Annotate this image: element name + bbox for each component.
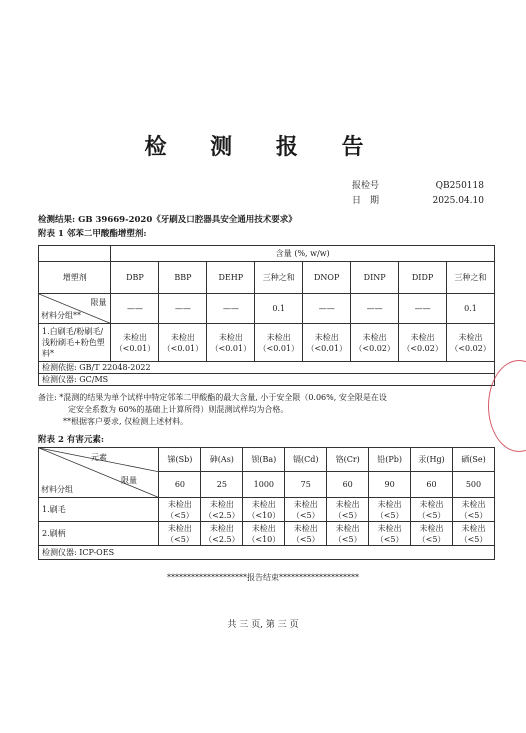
table1-content-header: 含量 (%, w/w) bbox=[111, 246, 495, 262]
table1-basis: 检测依据: GB/T 22048-2022 bbox=[39, 362, 495, 374]
table2-element-label: 元素 bbox=[91, 453, 107, 462]
table1-value-0: 未检出（<0.01） bbox=[111, 324, 159, 362]
table1-instrument: 检测仪器: GC/MS bbox=[39, 374, 495, 386]
table1-row-label: 1.白刷毛/粉刷毛/浅粉刷毛+粉色塑料* bbox=[39, 324, 111, 362]
report-end-marker: ********************报告结束******************** bbox=[167, 573, 359, 582]
table2-instrument: 检测仪器: ICP-OES bbox=[39, 546, 495, 560]
table2-col-5: 铅(Pb) bbox=[369, 448, 411, 472]
table2-cell: 未检出（<10） bbox=[243, 498, 285, 522]
table1-limit-7: 0.1 bbox=[447, 294, 495, 324]
report-number-row bbox=[352, 178, 484, 191]
table-row bbox=[39, 498, 495, 522]
table1-limit-label: 限量 bbox=[90, 298, 107, 307]
report-date: 2025.04.10 bbox=[432, 196, 484, 206]
table1-col-6: DIDP bbox=[399, 262, 447, 294]
table1-col-0: DBP bbox=[111, 262, 159, 294]
table-row bbox=[39, 522, 495, 546]
notes-line-2: 定安全系数为 60%的基础上计算所得）则混测试样均为合格。 bbox=[68, 405, 289, 414]
table2-cell: 未检出（<5） bbox=[369, 522, 411, 546]
report-date-label: 日 期 bbox=[352, 196, 380, 206]
table2-limit-7: 500 bbox=[452, 472, 494, 498]
table2-cell: 未检出（<5） bbox=[369, 498, 411, 522]
table2-cell: 未检出（<5） bbox=[411, 498, 453, 522]
table2-col-7: 硒(Se) bbox=[452, 448, 494, 472]
table2-row-label: 1.刷毛 bbox=[39, 498, 159, 522]
table2-cell: 未检出（<5） bbox=[452, 522, 494, 546]
table1-col-7: 三种之和 bbox=[447, 262, 495, 294]
table1-limit-5: —— bbox=[351, 294, 399, 324]
table1-limit-3: 0.1 bbox=[255, 294, 303, 324]
table1-value-4: 未检出（<0.01） bbox=[303, 324, 351, 362]
table2-col-6: 汞(Hg) bbox=[411, 448, 453, 472]
notes-line-3: **根据客户要求, 仅检测上述材料。 bbox=[63, 417, 189, 426]
table1-blank-corner bbox=[39, 246, 111, 262]
elements-table bbox=[38, 447, 495, 560]
table2-cell: 未检出（<5） bbox=[327, 522, 369, 546]
table1-col-2: DEHP bbox=[207, 262, 255, 294]
table2-cell: 未检出（<5） bbox=[285, 498, 327, 522]
table1-header-diagonal-cell bbox=[39, 294, 111, 324]
table1-value-6: 未检出（<0.02） bbox=[399, 324, 447, 362]
table2-cell: 未检出（<2.5） bbox=[201, 498, 243, 522]
notes-line-1: 备注: *混测的结果为单个试样中特定邻苯二甲酸酯的最大含量, 小于安全限（0.06%, 安全限是在设 bbox=[38, 393, 387, 402]
report-number-label: 报检号 bbox=[352, 181, 380, 191]
table1-col-3: 三种之和 bbox=[255, 262, 303, 294]
table2-col-2: 钡(Ba) bbox=[243, 448, 285, 472]
table1-value-5: 未检出（<0.02） bbox=[351, 324, 399, 362]
table2-col-3: 镉(Cd) bbox=[285, 448, 327, 472]
table2-limit-6: 60 bbox=[411, 472, 453, 498]
table1-value-7: 未检出（<0.02） bbox=[447, 324, 495, 362]
report-number: QB250118 bbox=[435, 181, 484, 191]
table1-plasticizer-label: 增塑剂 bbox=[39, 262, 111, 294]
table1-col-5: DINP bbox=[351, 262, 399, 294]
table2-group-label: 材料分组 bbox=[41, 485, 73, 494]
table2-caption: 附表 2 有害元素: bbox=[38, 435, 104, 445]
table1-value-1: 未检出（<0.01） bbox=[159, 324, 207, 362]
plasticizer-table bbox=[38, 245, 495, 386]
table1-limit-0: —— bbox=[111, 294, 159, 324]
table1-limit-1: —— bbox=[159, 294, 207, 324]
table1-value-2: 未检出（<0.01） bbox=[207, 324, 255, 362]
table1-value-3: 未检出（<0.01） bbox=[255, 324, 303, 362]
table1-limit-2: —— bbox=[207, 294, 255, 324]
table1-limit-4: —— bbox=[303, 294, 351, 324]
table2-cell: 未检出（<5） bbox=[452, 498, 494, 522]
table1-col-4: DNOP bbox=[303, 262, 351, 294]
table1-limit-6: —— bbox=[399, 294, 447, 324]
table2-cell: 未检出（<5） bbox=[327, 498, 369, 522]
table2-limit-3: 75 bbox=[285, 472, 327, 498]
page-footer: 共 三 页, 第 三 页 bbox=[227, 620, 299, 630]
test-result-line: 检测结果: GB 39669-2020《牙刷及口腔器具安全通用技术要求》 bbox=[38, 215, 297, 225]
table2-limit-5: 90 bbox=[369, 472, 411, 498]
table2-row-label: 2.刷柄 bbox=[39, 522, 159, 546]
table2-cell: 未检出（<10） bbox=[243, 522, 285, 546]
table2-cell: 未检出（<2.5） bbox=[201, 522, 243, 546]
table1-col-1: BBP bbox=[159, 262, 207, 294]
table2-col-4: 铬(Cr) bbox=[327, 448, 369, 472]
table2-col-1: 砷(As) bbox=[201, 448, 243, 472]
table2-limit-1: 25 bbox=[201, 472, 243, 498]
table1-caption: 附表 1 邻苯二甲酸酯增塑剂: bbox=[38, 229, 147, 239]
table2-col-0: 锑(Sb) bbox=[159, 448, 201, 472]
table2-cell: 未检出（<5） bbox=[159, 498, 201, 522]
table1-group-label: 材料分组** bbox=[41, 311, 81, 320]
table2-limit-label: 限量 bbox=[121, 476, 137, 485]
table2-limit-2: 1000 bbox=[243, 472, 285, 498]
table2-header-diagonal-cell bbox=[39, 448, 159, 498]
table2-cell: 未检出（<5） bbox=[159, 522, 201, 546]
report-date-row bbox=[352, 193, 484, 206]
page-title: 检 测 报 告 bbox=[144, 135, 382, 160]
table2-limit-0: 60 bbox=[159, 472, 201, 498]
table2-cell: 未检出（<5） bbox=[285, 522, 327, 546]
table2-cell: 未检出（<5） bbox=[411, 522, 453, 546]
table2-limit-4: 60 bbox=[327, 472, 369, 498]
